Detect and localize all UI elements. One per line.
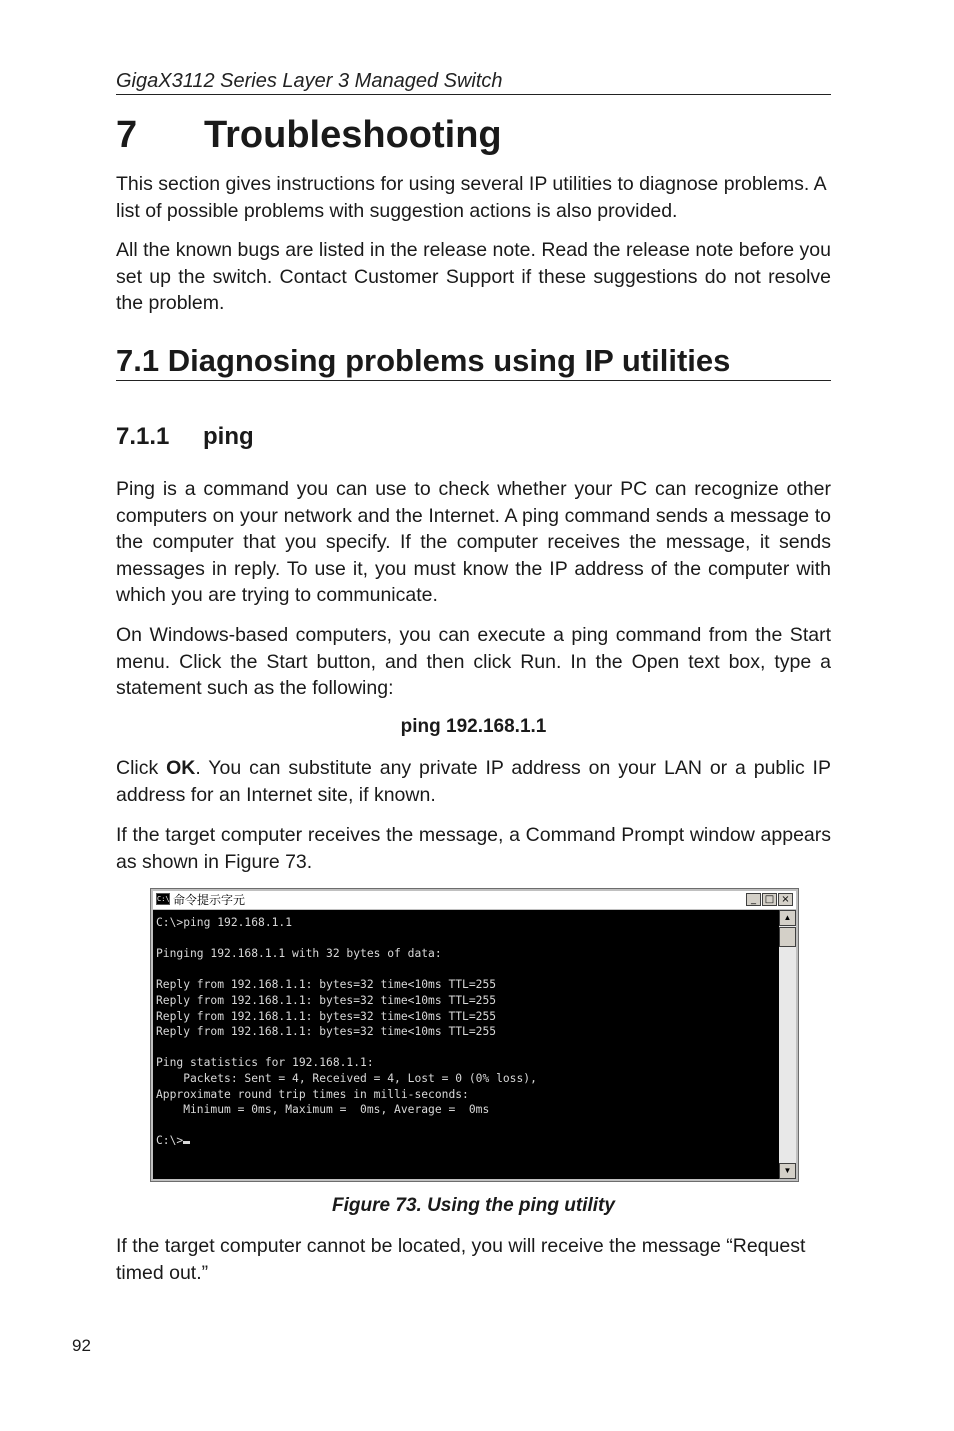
minimize-button[interactable]: _: [746, 893, 761, 906]
console-line: Packets: Sent = 4, Received = 4, Lost = 0 (0% loss),: [156, 1071, 537, 1085]
running-header: GigaX3112 Series Layer 3 Managed Switch: [116, 68, 831, 95]
body-paragraph-3: [116, 755, 831, 808]
figure-caption: Figure 73. Using the ping utility: [332, 1195, 615, 1216]
scroll-thumb[interactable]: [779, 927, 796, 947]
ok-keyword: OK: [166, 757, 196, 779]
subsection-number: 7.1.1: [116, 423, 170, 450]
console-line: Ping statistics for 192.168.1.1:: [156, 1056, 374, 1070]
subsection-title: [116, 420, 254, 454]
p3-prefix: Click: [116, 757, 167, 779]
chapter-title-text: Troubleshooting: [204, 114, 502, 156]
console-line: C:\>: [156, 1134, 184, 1148]
chapter-number: 7: [116, 114, 138, 156]
scroll-down-icon[interactable]: ▼: [779, 1163, 796, 1179]
p3-suffix: . You can substitute any private IP address on your LAN or a public IP address for an Internet site, if known.: [116, 757, 831, 806]
command-prompt-window: [150, 888, 799, 1182]
intro-paragraph-1: This section gives instructions for using several IP utilities to diagnose problems. A list of possible problems with suggestion actions is also provided.: [116, 173, 826, 222]
ping-command: ping 192.168.1.1: [400, 716, 547, 737]
console-line: Approximate round trip times in milli-seconds:: [156, 1087, 469, 1101]
body-paragraph-4: If the target computer receives the message, a Command Prompt window appears as shown in Figure 73.: [116, 824, 831, 873]
close-button[interactable]: ×: [778, 893, 793, 906]
section-title: 7.1 Diagnosing problems using IP utilities: [116, 342, 831, 381]
console-line: C:\>ping 192.168.1.1: [156, 916, 293, 929]
console-icon: C:\: [157, 895, 170, 903]
intro-paragraph-2: All the known bugs are listed in the release note. Read the release note before you set up the switch. Contact Customer Support if these suggestions do not resolve the problem.: [116, 239, 831, 314]
chapter-title: [116, 110, 502, 160]
window-titlebar[interactable]: [153, 891, 796, 909]
console-line: Reply from 192.168.1.1: bytes=32 time<10ms TTL=255: [156, 1009, 497, 1023]
console-line: Reply from 192.168.1.1: bytes=32 time<10ms TTL=255: [156, 978, 497, 992]
window-title: 命令提示字元: [173, 893, 246, 907]
cursor-icon: [183, 1141, 190, 1144]
console-output[interactable]: [153, 910, 779, 1179]
console-line: Reply from 192.168.1.1: bytes=32 time<10ms TTL=255: [156, 1025, 497, 1039]
console-line: Reply from 192.168.1.1: bytes=32 time<10ms TTL=255: [156, 993, 497, 1007]
console-line: Minimum = 0ms, Maximum = 0ms, Average = 0ms: [156, 1103, 490, 1117]
subsection-title-text: ping: [203, 423, 254, 450]
vertical-scrollbar[interactable]: [779, 910, 796, 1179]
body-paragraph-1: Ping is a command you can use to check whether your PC can recognize other computers on your network and the Internet. A ping command sends a message to the computer that you specify. If the computer receives the message, it sends messages in reply. To use it, you must know the IP address of the computer with which you are trying to communicate.: [116, 478, 831, 606]
console-text: [153, 910, 779, 1149]
maximize-button[interactable]: □: [762, 893, 777, 906]
scroll-up-icon[interactable]: ▲: [779, 910, 796, 926]
body-paragraph-2: On Windows-based computers, you can execute a ping command from the Start menu. Click the Start button, and then click Run. In the Open text box, type a statement such as the following:: [116, 624, 831, 699]
console-line: Pinging 192.168.1.1 with 32 bytes of data:: [156, 947, 442, 961]
page-number: 92: [72, 1336, 91, 1355]
body-paragraph-5: If the target computer cannot be located, you will receive the message “Request timed out.”: [116, 1235, 806, 1284]
